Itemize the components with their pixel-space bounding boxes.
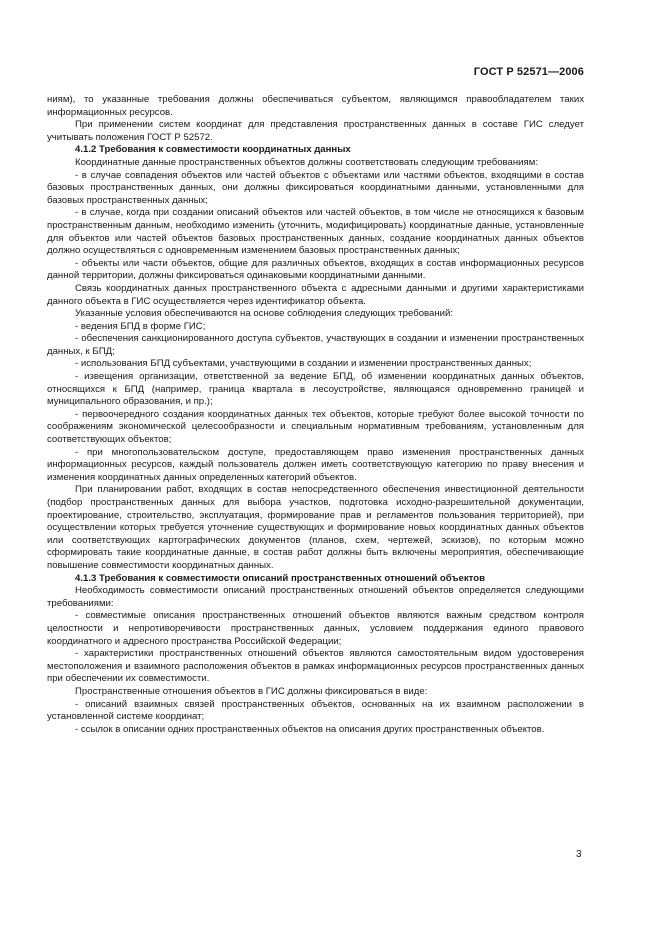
paragraph: Необходимость совместимости описаний пространственных отношений объектов определяется следующими требованиями: — [47, 585, 584, 609]
paragraph: - обеспечения санкционированного доступа субъектов, участвующих в создании и изменении пространственных данных, к БПД; — [47, 333, 584, 357]
paragraph: - первоочередного создания координатных данных тех объектов, которые требуют более высокой точности по соображениям экономической целесообразности и специальным нормативным требованиям, установленным для соответствующих объектов; — [47, 408, 584, 446]
paragraph: Связь координатных данных пространственного объекта с адресными данными и другими характеристиками данного объекта в ГИС осуществляется через идентификатор объекта. — [47, 282, 584, 307]
paragraph: При применении систем координат для представления пространственных данных в составе ГИС следует учитывать положения ГОСТ Р 52572. — [47, 119, 584, 143]
paragraph: - в случае, когда при создании описаний объектов или частей объектов, в том числе не относящихся к базовым пространственным данным, необходимо изменить (уточнить, модифицировать) координатные данные, установленные для объектов или частей объектов базовых пространственных данных, создание координатных данных объектов должно осуществляться с одновременным изменением базовых пространственных данных; — [47, 207, 584, 257]
document-body — [47, 94, 584, 736]
paragraph: Указанные условия обеспечиваются на основе соблюдения следующих требований: — [75, 308, 454, 320]
paragraph: - ведения БПД в форме ГИС; — [75, 320, 206, 332]
paragraph: - описаний взаимных связей пространственных объектов, основанных на их взаимном расположении в установленной системе координат; — [47, 698, 584, 723]
paragraph: Координатные данные пространственных объектов должны соответствовать следующим требованиям: — [75, 156, 538, 168]
paragraph: - извещения организации, ответственной за ведение БПД, об изменении координатных данных объектов, относящихся к БПД (например, граница квартала в лесоустройстве, являющаяся одновременно границей и муниципального образования, и пр.); — [47, 371, 584, 408]
paragraph: Пространственные отношения объектов в ГИС должны фиксироваться в виде: — [75, 685, 428, 697]
page-number: 3 — [576, 849, 582, 860]
paragraph: - ссылок в описании одних пространственных объектов на описания других пространственных объектов. — [75, 723, 545, 735]
paragraph: - в случае совпадения объектов или частей объектов с объектами или частями объектов, входящими в состав базовых пространственных данных, они должны фиксироваться координатными данными, установленными для базовых пространственных данных; — [47, 169, 584, 206]
section-heading: 4.1.2 Требования к совместимости координатных данных — [75, 144, 351, 156]
paragraph: При планировании работ, входящих в состав непосредственного обеспечения инвестиционной деятельности (подбор пространственных данных для выбора участков, подготовка исходно-разрешительной документации, проектирование, строительство, эксплуатация, формирование прав и регламентов пользования территорией), при осуществлении которых требуется уточнение существующих и формирование новых координатных данных объектов или соответствующих картографических документов (планов, схем, чертежей, эскизов), по которым можно сформировать такие координатные данные, в состав работ должны быть включены мероприятия, обеспечивающие повышение совместимости координатных данных. — [47, 484, 584, 571]
paragraph: - объекты или части объектов, общие для различных объектов, входящих в состав информационных ресурсов данной территории, должны фиксироваться одинаковыми координатными данными. — [47, 257, 584, 282]
section-heading: 4.1.3 Требования к совместимости описаний пространственных отношений объектов — [75, 572, 486, 584]
paragraph: - при многопользовательском доступе, предоставляющем право изменения пространственных данных информационных ресурсов, каждый пользователь должен иметь соответствующую категорию по праву внесения и изменения координатных данных определенных категорий объектов. — [47, 446, 584, 483]
standard-code-header: ГОСТ Р 52571—2006 — [473, 66, 584, 78]
paragraph: - совместимые описания пространственных отношений объектов являются важным средством контроля целостности и непротиворечивости пространственных данных, условием поддержания единого правового координатного и адресного пространства Российской Федерации; — [47, 610, 584, 647]
paragraph: ниям), то указанные требования должны обеспечиваться субъектом, являющимся правообладателем таких информационных ресурсов. — [47, 94, 584, 118]
paragraph: - характеристики пространственных отношений объектов являются самостоятельным видом удостоверения местоположения и взаимного расположения объектов в рамках информационных ресурсов пространственных данных при обеспечении их совместимости. — [47, 648, 584, 685]
paragraph: - использования БПД субъектами, участвующими в создании и изменении пространственных данных; — [75, 358, 532, 370]
